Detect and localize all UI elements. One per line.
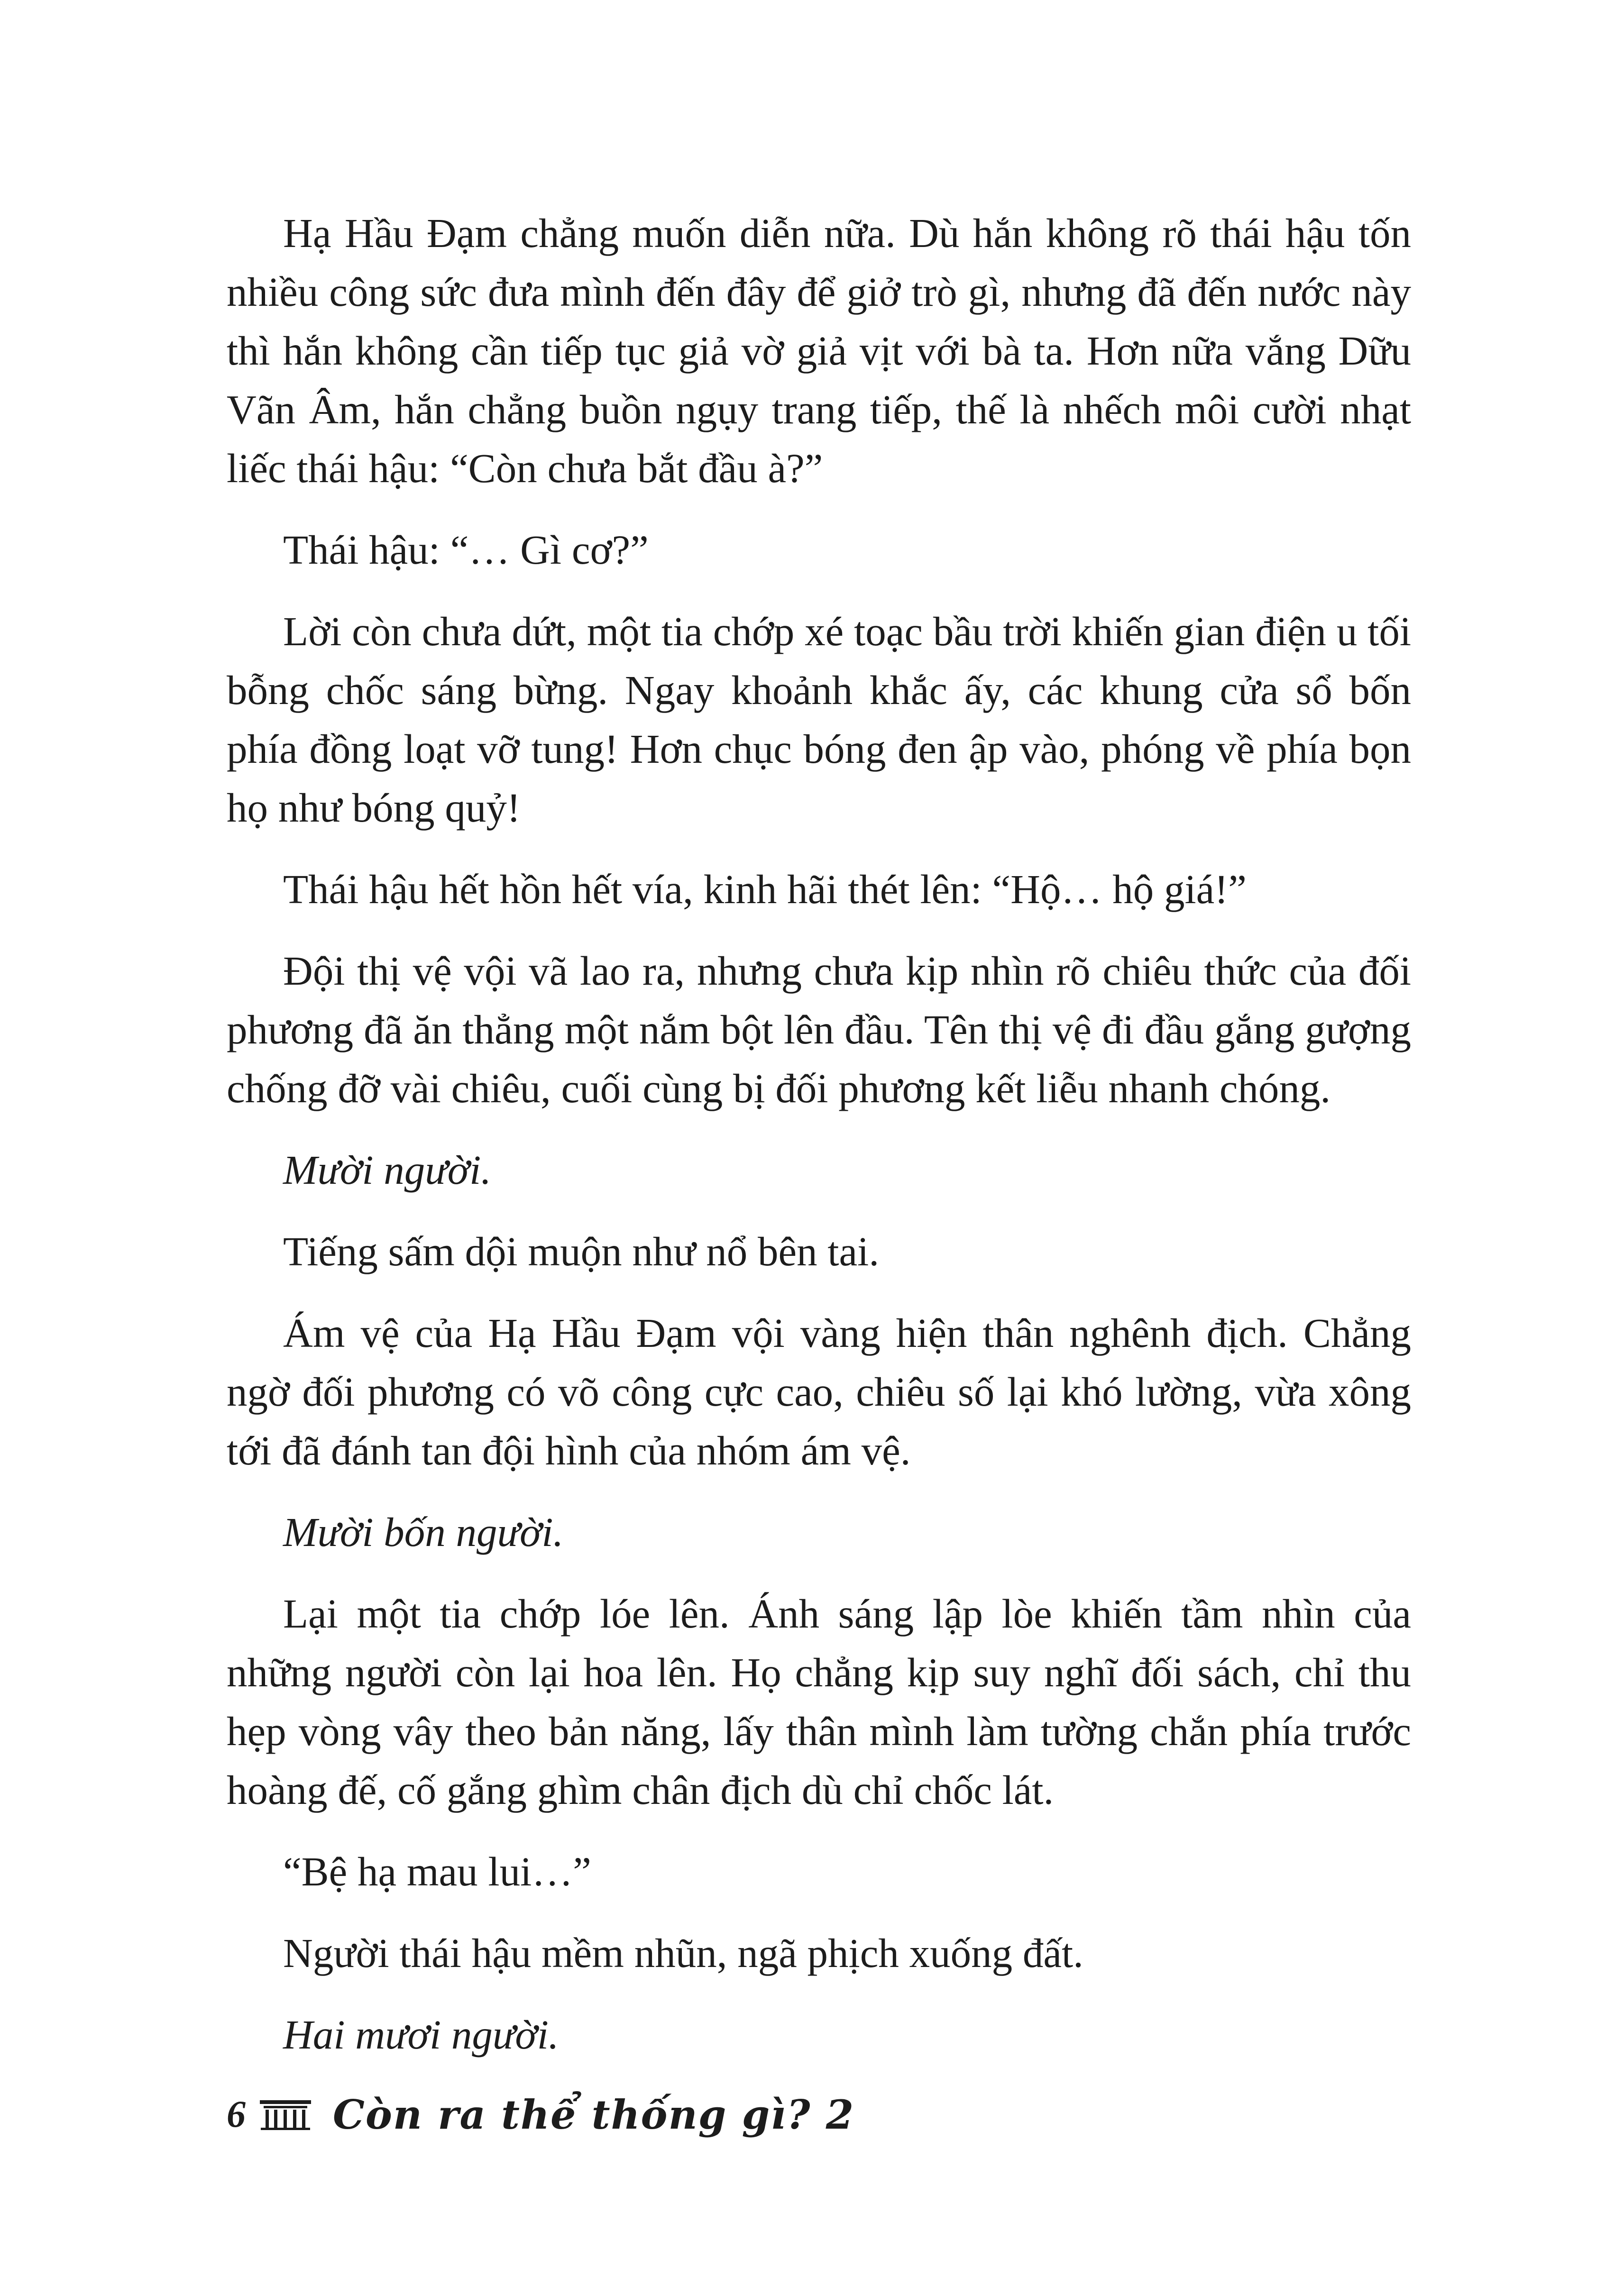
paragraph-3: Lời còn chưa dứt, một tia chớp xé toạc bầu trời khiến gian điện u tối bỗng chốc sáng bừng. Ngay khoảnh khắc ấy, các khung cửa sổ bốn phía đồng loạt vỡ tung! Hơn chục bóng đen ập vào, phóng về phía bọn họ như bóng quỷ!: [227, 608, 1411, 831]
paragraph-9: Mười bốn người.: [283, 1509, 564, 1555]
book-title: Còn ra thể thống gì? 2: [333, 2091, 855, 2138]
paragraph-1: Hạ Hầu Đạm chẳng muốn diễn nữa. Dù hắn không rõ thái hậu tốn nhiều công sức đưa mình đến đây để giở trò gì, nhưng đã đến nước này thì hắn không cần tiếp tục giả vờ giả vịt với bà ta. Hơn nữa vắng Dữu Vãn Âm, hắn chẳng buồn ngụy trang tiếp, thế là nhếch môi cười nhạt liếc thái hậu: “Còn chưa bắt đầu à?”: [227, 210, 1411, 491]
paragraph-13: Hai mươi người.: [283, 2012, 559, 2058]
paragraph-8: Ám vệ của Hạ Hầu Đạm vội vàng hiện thân nghênh địch. Chẳng ngờ đối phương có võ công cực cao, chiêu số lại khó lường, vừa xông tới đã đánh tan đội hình của nhóm ám vệ.: [227, 1310, 1411, 1473]
paragraph-6: Mười người.: [283, 1147, 492, 1193]
paragraph-12: Người thái hậu mềm nhũn, ngã phịch xuống đất.: [283, 1930, 1083, 1976]
paragraph-2: Thái hậu: “… Gì cơ?”: [283, 527, 649, 573]
paragraph-11: “Bệ hạ mau lui…”: [283, 1848, 591, 1894]
page-footer: [227, 2081, 854, 2148]
paragraph-4: Thái hậu hết hồn hết vía, kinh hãi thét lên: “Hộ… hộ giá!”: [283, 866, 1247, 912]
page-number: 6: [227, 2093, 246, 2135]
paragraph-7: Tiếng sấm dội muộn như nổ bên tai.: [283, 1228, 880, 1274]
paragraph-10: Lại một tia chớp lóe lên. Ánh sáng lập lòe khiến tầm nhìn của những người còn lại hoa lên. Họ chẳng kịp suy nghĩ đối sách, chỉ thu hẹp vòng vây theo bản năng, lấy thân mình làm tường chắn phía trước hoàng đế, cố gắng ghìm chân địch dù chỉ chốc lát.: [227, 1591, 1411, 1813]
paragraph-5: Đội thị vệ vội vã lao ra, nhưng chưa kịp nhìn rõ chiêu thức của đối phương đã ăn thẳng một nắm bột lên đầu. Tên thị vệ đi đầu gắng gượng chống đỡ vài chiêu, cuối cùng bị đối phương kết liễu nhanh chóng.: [227, 948, 1411, 1111]
temple-icon: [257, 2097, 314, 2131]
body-text: [227, 204, 1411, 2087]
